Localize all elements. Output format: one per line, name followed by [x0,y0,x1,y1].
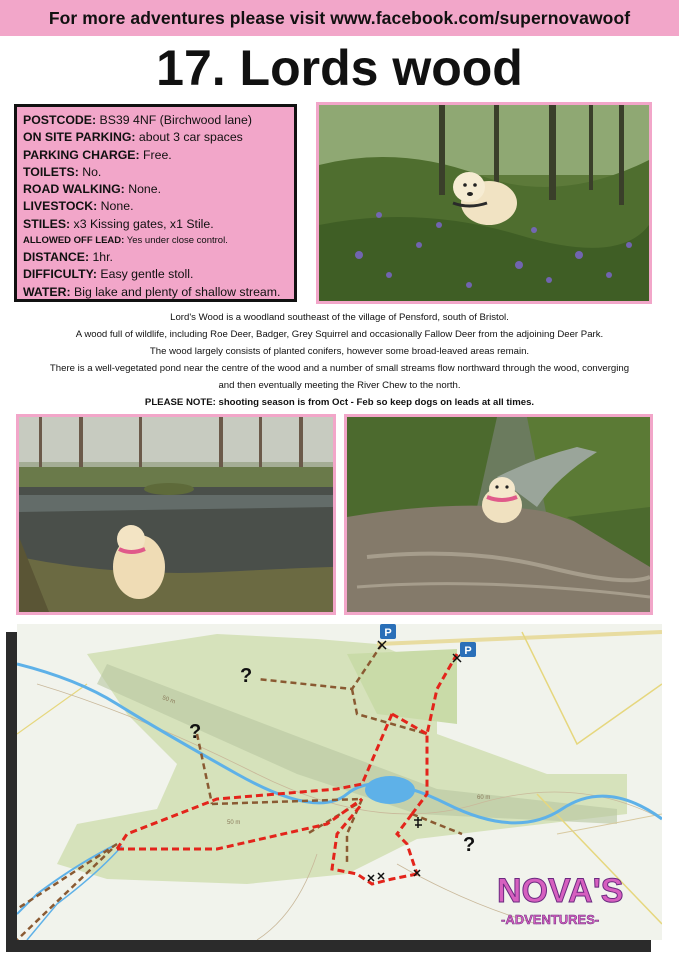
pond [365,776,415,804]
description-line: There is a well-vegetated pond near the centre of the wood and a number of small streams flow northward through the wood, converging [49,363,630,374]
info-difficulty: DIFFICULTY: Easy gentle stoll. [23,267,194,282]
page-title: 17. Lords wood [156,40,523,96]
banner-text: For more adventures please visit www.facebook.com/supernovawoof [48,7,631,28]
walk-description [10,309,669,411]
contour-label: 60 m [477,795,491,801]
unknown-path-marker: ? [189,721,202,743]
shooting-season-note: PLEASE NOTE: shooting season is from Oct - Feb so keep dogs on leads at all times. [144,397,535,408]
svg-text:P: P [464,645,472,657]
photo-dog-stream [344,414,653,615]
info-distance: DISTANCE: 1hr. [23,250,113,265]
description-line: and then eventually meeting the River Chew to the north. [218,380,461,391]
info-stiles: STILES: x3 Kissing gates, x1 Stile. [23,216,214,231]
walk-info-box [14,104,297,302]
info-toilets: TOILETS: No. [23,164,102,179]
info-off-lead: ALLOWED OFF LEAD: Yes under close control. [23,235,228,247]
description-line: The wood largely consists of planted conifers, however some broad-leaved areas remain. [149,346,530,357]
novas-adventures-logo [497,872,623,927]
contour-label: 50 m [227,820,241,826]
parking-sign [460,642,476,657]
description-line: Lord's Wood is a woodland southeast of the village of Pensford, south of Bristol. [170,312,509,323]
photo-dog-bluebells [316,102,652,304]
svg-text:-ADVENTURES-: -ADVENTURES- [501,912,600,927]
svg-text:P: P [384,627,392,639]
info-parking: ON SITE PARKING: about 3 car spaces [23,130,243,145]
info-livestock: LIVESTOCK: None. [23,199,134,214]
info-parking-charge: PARKING CHARGE: Free. [23,147,172,162]
info-postcode: POSTCODE: BS39 4NF (Birchwood lane) [23,113,252,127]
unknown-path-marker: ? [240,665,253,687]
parking-sign [380,624,396,639]
info-water: WATER: Big lake and plenty of shallow stream. [23,284,281,299]
map-canvas [17,624,662,940]
route-map [6,624,662,952]
info-road-walking: ROAD WALKING: None. [23,182,162,197]
svg-text:NOVA'S: NOVA'S [497,872,624,910]
contour-label: 50 m [161,695,176,706]
photo-dog-pond [16,414,336,615]
facebook-banner [0,0,679,36]
unknown-path-marker: ? [463,834,476,856]
description-line: A wood full of wildlife, including Roe Deer, Badger, Grey Squirrel and occasionally Fallow Deer from the adjoining Deer Park. [75,329,604,340]
